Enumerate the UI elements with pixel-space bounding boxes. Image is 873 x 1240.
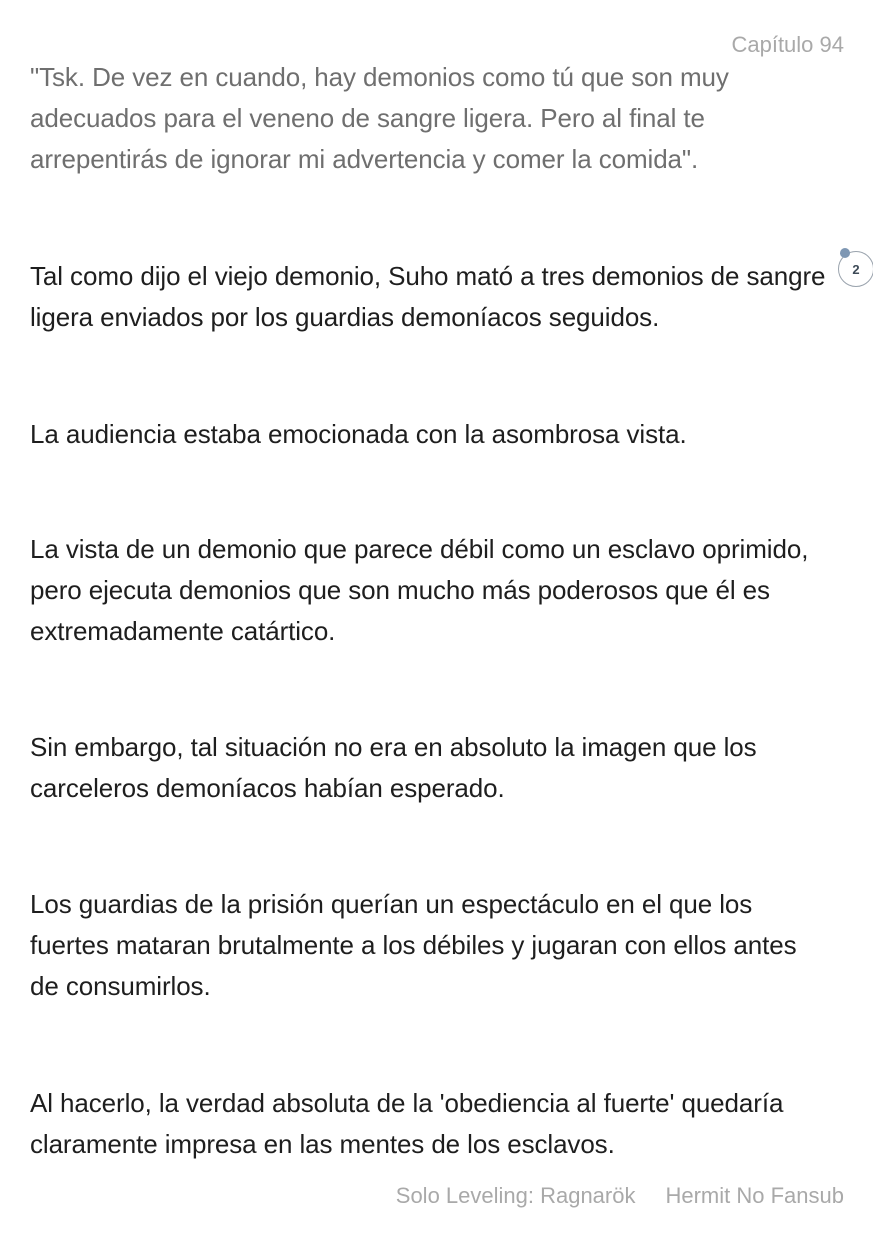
paragraph-1: "Tsk. De vez en cuando, hay demonios como tú que son muy adecuados para el veneno de sangre ligera. Pero al final te arrepentirás de ignorar mi advertencia y comer la comida".: [30, 62, 729, 174]
comment-count: 2: [852, 261, 860, 277]
paragraph-3: La audiencia estaba emocionada con la asombrosa vista.: [30, 419, 687, 449]
paragraph-7: Al hacerlo, la verdad absoluta de la 'obediencia al fuerte' quedaría claramente impresa en las mentes de los esclavos.: [30, 1088, 784, 1159]
paragraph-4: La vista de un demonio que parece débil como un esclavo oprimido, pero ejecuta demonios que son mucho más poderosos que él es extremadamente catártico.: [30, 534, 809, 646]
footer: [396, 1183, 844, 1209]
novel-title: Solo Leveling: Ragnarök: [395, 1183, 636, 1208]
translator-credit: Hermit No Fansub: [665, 1183, 844, 1208]
chapter-label: Capítulo 94: [731, 32, 844, 57]
comment-indicator-dot: [840, 248, 850, 258]
paragraph-2: Tal como dijo el viejo demonio, Suho mató a tres demonios de sangre ligera enviados por los guardias demoníacos seguidos.: [30, 261, 826, 332]
paragraph-6: Los guardias de la prisión querían un espectáculo en el que los fuertes mataran brutalmente a los débiles y jugaran con ellos antes de consumirlos.: [30, 889, 797, 1001]
paragraph-5: Sin embargo, tal situación no era en absoluto la imagen que los carceleros demoníacos habían esperado.: [30, 732, 757, 803]
